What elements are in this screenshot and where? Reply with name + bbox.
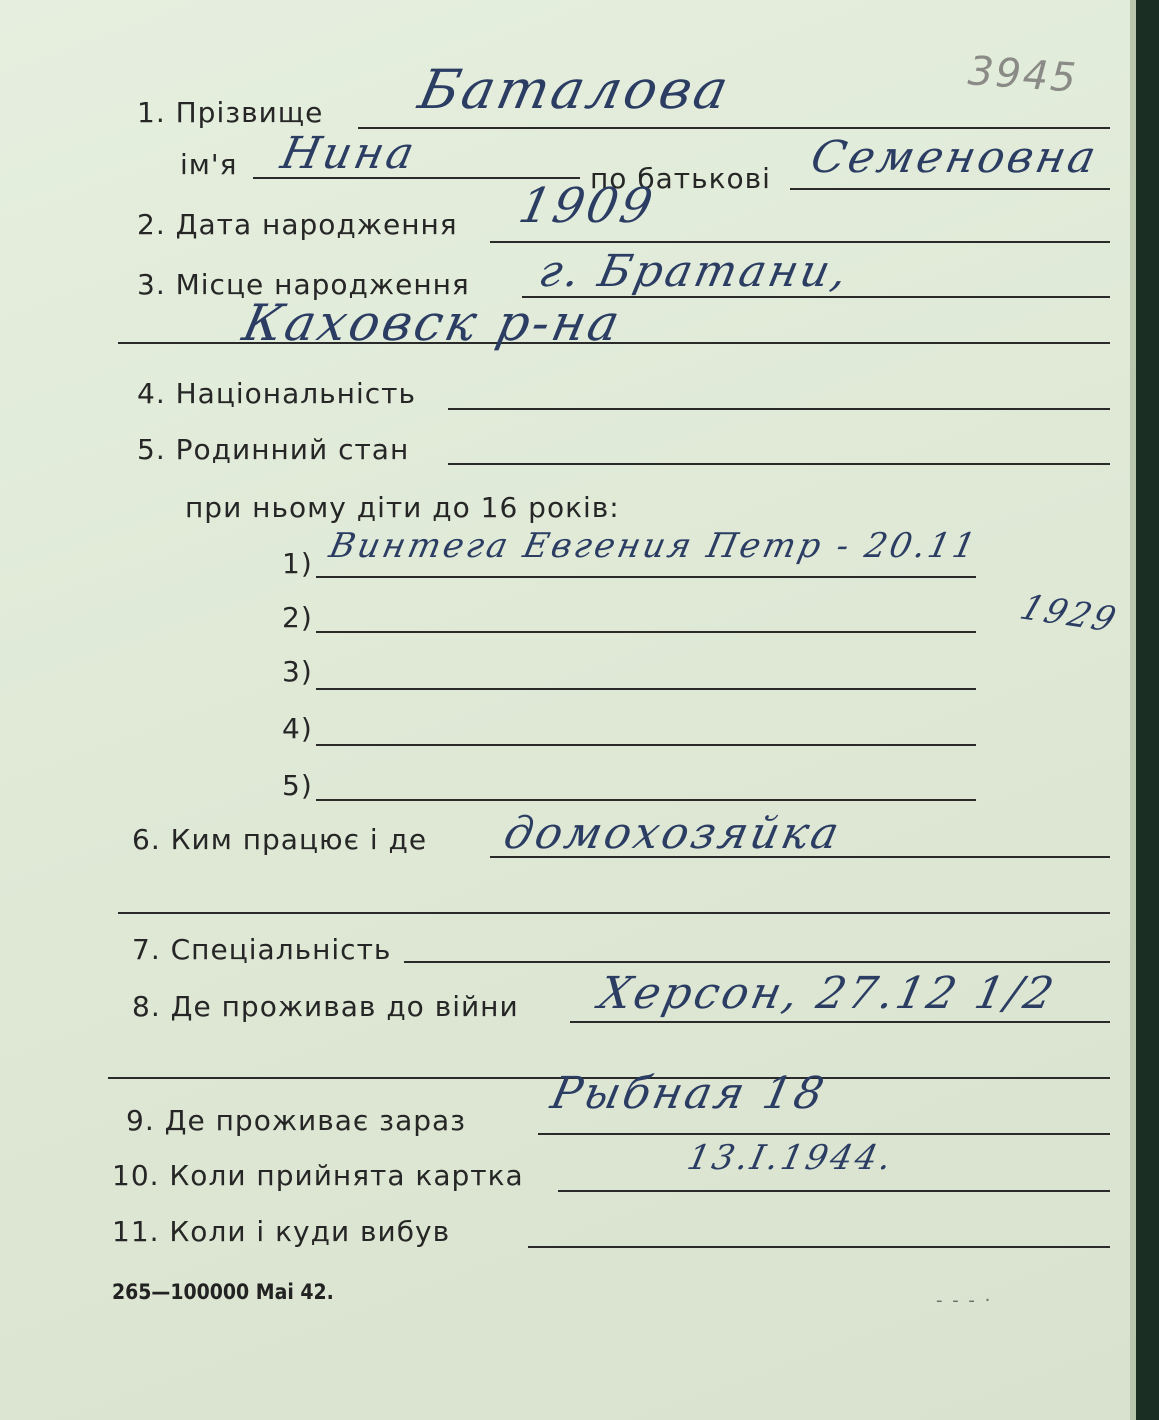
patronymic-value: Семеновна <box>806 132 1103 183</box>
first-name-value: Нина <box>276 128 422 179</box>
card-accepted-value: 13.I.1944. <box>683 1138 898 1178</box>
occupation-line-2 <box>118 912 1110 914</box>
patronymic-line <box>790 188 1110 190</box>
child-4-line <box>316 744 976 746</box>
birth-place-label: 3. Місце народження <box>137 268 470 301</box>
children-label: при ньому діти до 16 років: <box>185 491 620 524</box>
surname-line <box>358 127 1110 129</box>
card-accepted-line <box>558 1190 1110 1192</box>
birth-date-label: 2. Дата народження <box>137 208 458 241</box>
pre-war-residence-line <box>570 1021 1110 1023</box>
child-3-num: 3) <box>282 655 313 688</box>
departure-label: 11. Коли і куди вибув <box>112 1215 451 1248</box>
occupation-value: домохозяйка <box>499 808 847 859</box>
card-accepted-label: 10. Коли прийнята картка <box>112 1159 524 1192</box>
marital-status-line <box>448 463 1110 465</box>
patronymic-label: по батькові <box>590 162 771 195</box>
surname-value: Баталова <box>413 58 737 121</box>
specialty-label: 7. Спеціальність <box>132 933 392 966</box>
birth-date-value: 1909 <box>514 178 661 234</box>
serial-number: 3945 <box>966 48 1080 102</box>
nationality-label: 4. Національність <box>137 377 416 410</box>
specialty-line <box>404 961 1110 963</box>
child-1-line <box>316 576 976 578</box>
child-1-num: 1) <box>282 547 313 580</box>
birth-date-line <box>490 241 1110 243</box>
current-residence-label: 9. Де проживає зараз <box>126 1104 467 1137</box>
pencil-mark: - - - · <box>936 1290 993 1311</box>
child-1-value: Винтега Евгения Петр - 20.11 <box>325 526 982 566</box>
child-2-num: 2) <box>282 601 313 634</box>
departure-line <box>528 1246 1110 1248</box>
child-2-line <box>316 631 976 633</box>
print-code: 265—100000 Маі 42. <box>112 1280 334 1304</box>
current-residence-value: Рыбная 18 <box>546 1068 832 1119</box>
pre-war-residence-value: Херсон, 27.12 1/2 <box>594 968 1061 1019</box>
birth-place-value-1: г. Братани, <box>534 246 855 297</box>
pre-war-residence-label: 8. Де проживав до війни <box>132 990 519 1023</box>
occupation-label: 6. Ким працює і де <box>132 823 428 856</box>
child-4-num: 4) <box>282 712 313 745</box>
child-5-num: 5) <box>282 769 313 802</box>
nationality-line <box>448 408 1110 410</box>
child-5-line <box>316 799 976 801</box>
child-1-birth-year: 1929 <box>1014 587 1124 641</box>
first-name-label: ім'я <box>180 148 238 181</box>
birth-place-value-2: Каховск р-на <box>237 294 628 352</box>
current-residence-line <box>538 1133 1110 1135</box>
child-3-line <box>316 688 976 690</box>
surname-label: 1. Прізвище <box>137 96 324 129</box>
marital-status-label: 5. Родинний стан <box>137 433 410 466</box>
